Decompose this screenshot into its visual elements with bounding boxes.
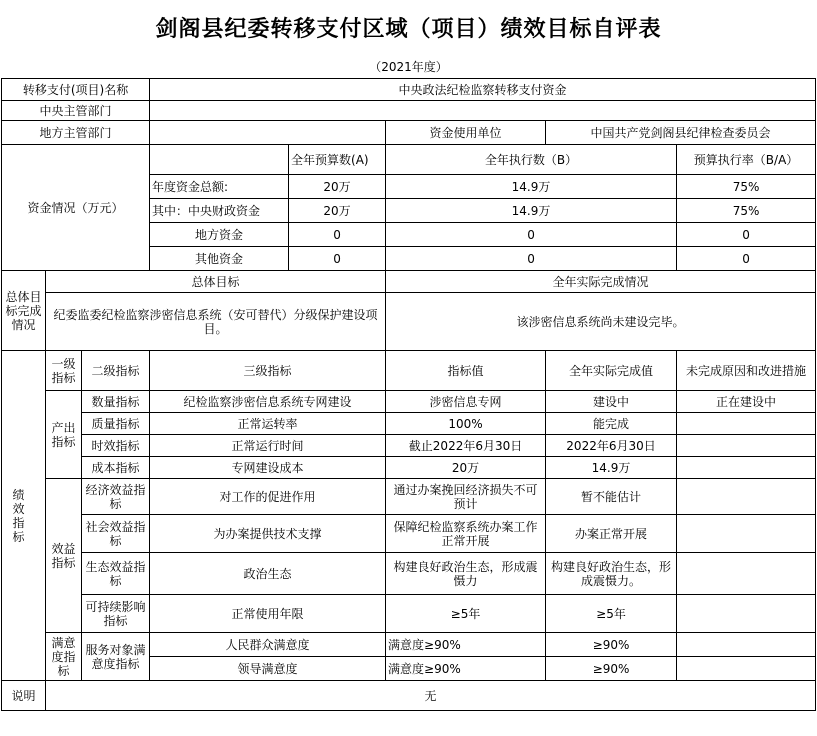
perf-label: 绩效指标 bbox=[2, 351, 46, 681]
perf-header-l2: 二级指标 bbox=[82, 351, 150, 391]
fund-unit-label: 资金使用单位 bbox=[386, 121, 546, 145]
indicator-actual: ≥90% bbox=[546, 657, 677, 681]
funds-row-budget: 20万 bbox=[289, 199, 386, 223]
funds-row-budget: 20万 bbox=[289, 175, 386, 199]
benefit-label: 效益指标 bbox=[46, 479, 82, 633]
indicator-reason bbox=[677, 595, 816, 633]
fiscal-year: （2021年度） bbox=[369, 59, 448, 74]
indicator-actual: 2022年6月30日 bbox=[546, 435, 677, 457]
indicator-l3: 对工作的促进作用 bbox=[150, 479, 386, 515]
project-name-value: 中央政法纪检监察转移支付资金 bbox=[150, 79, 816, 101]
perf-header-l3: 三级指标 bbox=[150, 351, 386, 391]
indicator-l3: 正常使用年限 bbox=[150, 595, 386, 633]
indicator-l3: 领导满意度 bbox=[150, 657, 386, 681]
indicator-value: 构建良好政治生态，形成震慑力 bbox=[386, 553, 546, 595]
indicator-actual: 办案正常开展 bbox=[546, 515, 677, 553]
fund-unit-value: 中国共产党剑阁县纪律检查委员会 bbox=[546, 121, 816, 145]
indicator-l2: 社会效益指标 bbox=[82, 515, 150, 553]
perf-header-value: 指标值 bbox=[386, 351, 546, 391]
indicator-l3: 纪检监察涉密信息系统专网建设 bbox=[150, 391, 386, 413]
indicator-actual: 能完成 bbox=[546, 413, 677, 435]
overall-goal: 纪委监委纪检监察涉密信息系统（安可替代）分级保护建设项目。 bbox=[46, 293, 386, 351]
funds-col-exec: 全年执行数（B） bbox=[386, 145, 677, 175]
overall-goal-header: 总体目标 bbox=[46, 271, 386, 293]
indicator-value: 截止2022年6月30日 bbox=[386, 435, 546, 457]
funds-row-exec: 14.9万 bbox=[386, 175, 677, 199]
indicator-actual: 建设中 bbox=[546, 391, 677, 413]
indicator-l2: 成本指标 bbox=[82, 457, 150, 479]
indicator-l3: 正常运转率 bbox=[150, 413, 386, 435]
funds-row-rate: 75% bbox=[677, 175, 816, 199]
note-value: 无 bbox=[46, 681, 816, 711]
indicator-value: ≥5年 bbox=[386, 595, 546, 633]
indicator-value: 满意度≥90% bbox=[386, 633, 546, 657]
page-title: 剑阁县纪委转移支付区域（项目）绩效目标自评表 bbox=[155, 15, 662, 42]
indicator-reason bbox=[677, 479, 816, 515]
funds-row-name: 其中：中央财政资金 bbox=[150, 199, 289, 223]
funds-row-exec: 0 bbox=[386, 247, 677, 271]
output-label: 产出指标 bbox=[46, 391, 82, 479]
funds-row-name: 其他资金 bbox=[150, 247, 289, 271]
funds-row-budget: 0 bbox=[289, 247, 386, 271]
indicator-reason bbox=[677, 633, 816, 657]
evaluation-table bbox=[1, 78, 816, 711]
indicator-reason bbox=[677, 515, 816, 553]
indicator-actual: 14.9万 bbox=[546, 457, 677, 479]
overall-label: 总体目标完成情况 bbox=[2, 271, 46, 351]
funds-row-name: 年度资金总额: bbox=[150, 175, 289, 199]
perf-header-reason: 未完成原因和改进措施 bbox=[677, 351, 816, 391]
indicator-l2: 经济效益指标 bbox=[82, 479, 150, 515]
indicator-actual: ≥5年 bbox=[546, 595, 677, 633]
indicator-actual: 暂不能估计 bbox=[546, 479, 677, 515]
funds-col-budget: 全年预算数(A) bbox=[289, 145, 386, 175]
indicator-l2: 生态效益指标 bbox=[82, 553, 150, 595]
note-label: 说明 bbox=[2, 681, 46, 711]
project-name-label: 转移支付(项目)名称 bbox=[2, 79, 150, 101]
funds-row-exec: 0 bbox=[386, 223, 677, 247]
indicator-actual: 构建良好政治生态，形成震慑力。 bbox=[546, 553, 677, 595]
indicator-reason bbox=[677, 457, 816, 479]
indicator-l3: 为办案提供技术支撑 bbox=[150, 515, 386, 553]
funds-row-rate: 75% bbox=[677, 199, 816, 223]
satisfaction-label: 满意度指标 bbox=[46, 633, 82, 681]
indicator-reason bbox=[677, 657, 816, 681]
indicator-value: 通过办案挽回经济损失不可预计 bbox=[386, 479, 546, 515]
indicator-l3: 政治生态 bbox=[150, 553, 386, 595]
funds-corner bbox=[150, 145, 289, 175]
indicator-l2: 质量指标 bbox=[82, 413, 150, 435]
indicator-reason bbox=[677, 413, 816, 435]
central-dept-label: 中央主管部门 bbox=[2, 101, 150, 121]
indicator-value: 涉密信息专网 bbox=[386, 391, 546, 413]
indicator-value: 满意度≥90% bbox=[386, 657, 546, 681]
indicator-value: 20万 bbox=[386, 457, 546, 479]
central-dept-value bbox=[150, 101, 816, 121]
indicator-l3: 正常运行时间 bbox=[150, 435, 386, 457]
indicator-l2: 可持续影响指标 bbox=[82, 595, 150, 633]
funds-row-rate: 0 bbox=[677, 223, 816, 247]
indicator-actual: ≥90% bbox=[546, 633, 677, 657]
indicator-l2: 时效指标 bbox=[82, 435, 150, 457]
indicator-reason: 正在建设中 bbox=[677, 391, 816, 413]
local-dept-label: 地方主管部门 bbox=[2, 121, 150, 145]
satisfaction-l2: 服务对象满意度指标 bbox=[82, 633, 150, 681]
indicator-reason bbox=[677, 553, 816, 595]
local-dept-value bbox=[150, 121, 386, 145]
funds-row-name: 地方资金 bbox=[150, 223, 289, 247]
perf-header-l1: 一级指标 bbox=[46, 351, 82, 391]
funds-row-exec: 14.9万 bbox=[386, 199, 677, 223]
funds-label: 资金情况（万元） bbox=[2, 145, 150, 271]
indicator-l2: 数量指标 bbox=[82, 391, 150, 413]
overall-actual-header: 全年实际完成情况 bbox=[386, 271, 816, 293]
indicator-value: 保障纪检监察系统办案工作正常开展 bbox=[386, 515, 546, 553]
indicator-reason bbox=[677, 435, 816, 457]
indicator-l3: 专网建设成本 bbox=[150, 457, 386, 479]
funds-row-rate: 0 bbox=[677, 247, 816, 271]
indicator-l3: 人民群众满意度 bbox=[150, 633, 386, 657]
overall-actual: 该涉密信息系统尚未建设完毕。 bbox=[386, 293, 816, 351]
perf-header-actual: 全年实际完成值 bbox=[546, 351, 677, 391]
funds-row-budget: 0 bbox=[289, 223, 386, 247]
indicator-value: 100% bbox=[386, 413, 546, 435]
funds-col-rate: 预算执行率（B/A） bbox=[677, 145, 816, 175]
